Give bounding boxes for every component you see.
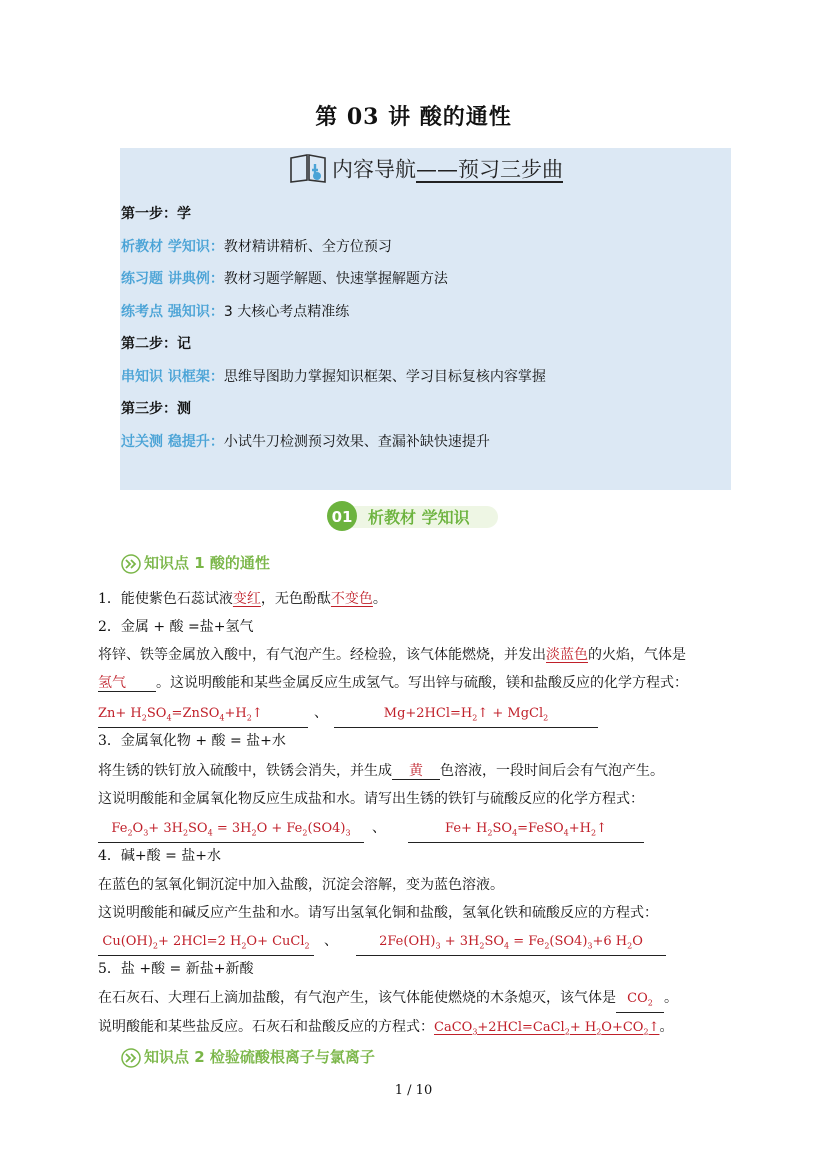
nav-row-5: 过关测 稳提升：小试牛刀检测预习效果、查漏补缺快速提升	[121, 434, 490, 450]
step-3: 第三步：测	[121, 401, 191, 417]
page-title: 第 03 讲 酸的通性	[315, 104, 512, 130]
nav-row-3: 练考点 强知识：3 大核心考点精准练	[121, 304, 350, 320]
point-4-para-2: 这说明酸能和碱反应产生盐和水。请写出氢氧化铜和盐酸，氢氧化铁和硫酸反应的方程式：	[98, 905, 658, 921]
double-chevron-icon	[120, 554, 142, 574]
nav-heading	[120, 150, 731, 191]
double-chevron-icon	[120, 1048, 142, 1068]
point-2-equations: $Zn+ H_2SO_4=ZnSO_4+H_2↑$ 、 $Mg+2HCl=H_2↑$ + MgCl$_2$	[98, 702, 598, 728]
point-4-equations: $Cu(OH)_2+ 2HCl=2$ $H_2O+$ CuCl$_2$ 、 $2Fe(OH)_3 + 3H_2SO_4 = Fe_2(SO4)_3+6$ $H_2O$	[98, 930, 666, 956]
point-5-para-1: 在石灰石、大理石上滴加盐酸，有气泡产生，该气体能使燃烧的木条熄灭，该气体是 $CO_2$ 。	[98, 987, 678, 1013]
point-3-head: 3．金属氧化物 + 酸 = 盐+水	[98, 733, 286, 749]
point-3-para-2: 这说明酸能和金属氧化物反应生成盐和水。请写出生锈的铁钉与硫酸反应的化学方程式：	[98, 791, 644, 807]
nav-heading-sub: ——预习三步曲	[416, 157, 563, 182]
point-1: 1．能使紫色石蕊试液变红，无色酚酞不变色。	[98, 591, 387, 607]
point-3-para-1: 将生锈的铁钉放入硫酸中，铁锈会消失，并生成 黄 色溶液，一段时间后会有气泡产生。	[98, 763, 664, 779]
page-number: 1 / 10	[394, 1083, 433, 1098]
point-2-para-2: 氢气 。这说明酸能和某些金属反应生成氢气。写出锌与硫酸，镁和盐酸反应的化学方程式：	[98, 675, 688, 691]
point-3-equations: $Fe_2O_3+ 3H_2SO_4 = 3H_2O + Fe_2(SO4)_3$ 、 $Fe+ H_2SO_4=FeSO_4+H_2↑$	[98, 817, 644, 843]
step-1: 第一步：学	[121, 206, 191, 222]
section-badge	[322, 500, 502, 532]
nav-row-2: 练习题 讲典例：教材习题学解题、快速掌握解题方法	[121, 271, 448, 287]
book-icon	[288, 150, 328, 191]
point-4-head: 4．碱+酸 = 盐+水	[98, 848, 221, 864]
badge-text: 析教材 学知识	[368, 508, 470, 527]
point-2-head: 2．金属 + 酸 =盐+氢气	[98, 619, 254, 635]
badge-number: 01	[331, 508, 353, 526]
point-5-head: 5．盐 +酸 = 新盐+新酸	[98, 961, 254, 977]
point-5-para-2: 说明酸能和某些盐反应。石灰石和盐酸反应的方程式：CaCO$_3$+2HCl=CaCl$_2$+ $H_2O+CO_2↑$。	[98, 1019, 674, 1037]
step-2: 第二步：记	[121, 336, 191, 352]
knowledge-point-1: 知识点 1 酸的通性	[120, 552, 270, 574]
nav-heading-main: 内容导航	[332, 157, 416, 182]
knowledge-point-2: 知识点 2 检验硫酸根离子与氯离子	[120, 1046, 375, 1068]
point-4-para-1: 在蓝色的氢氧化铜沉淀中加入盐酸，沉淀会溶解，变为蓝色溶液。	[98, 877, 504, 893]
point-2-para-1: 将锌、铁等金属放入酸中，有气泡产生。经检验，该气体能燃烧，并发出淡蓝色的火焰，气体是	[98, 647, 686, 663]
nav-row-4: 串知识 识框架：思维导图助力掌握知识框架、学习目标复核内容掌握	[121, 369, 546, 385]
nav-row-1: 析教材 学知识：教材精讲精析、全方位预习	[121, 239, 392, 255]
